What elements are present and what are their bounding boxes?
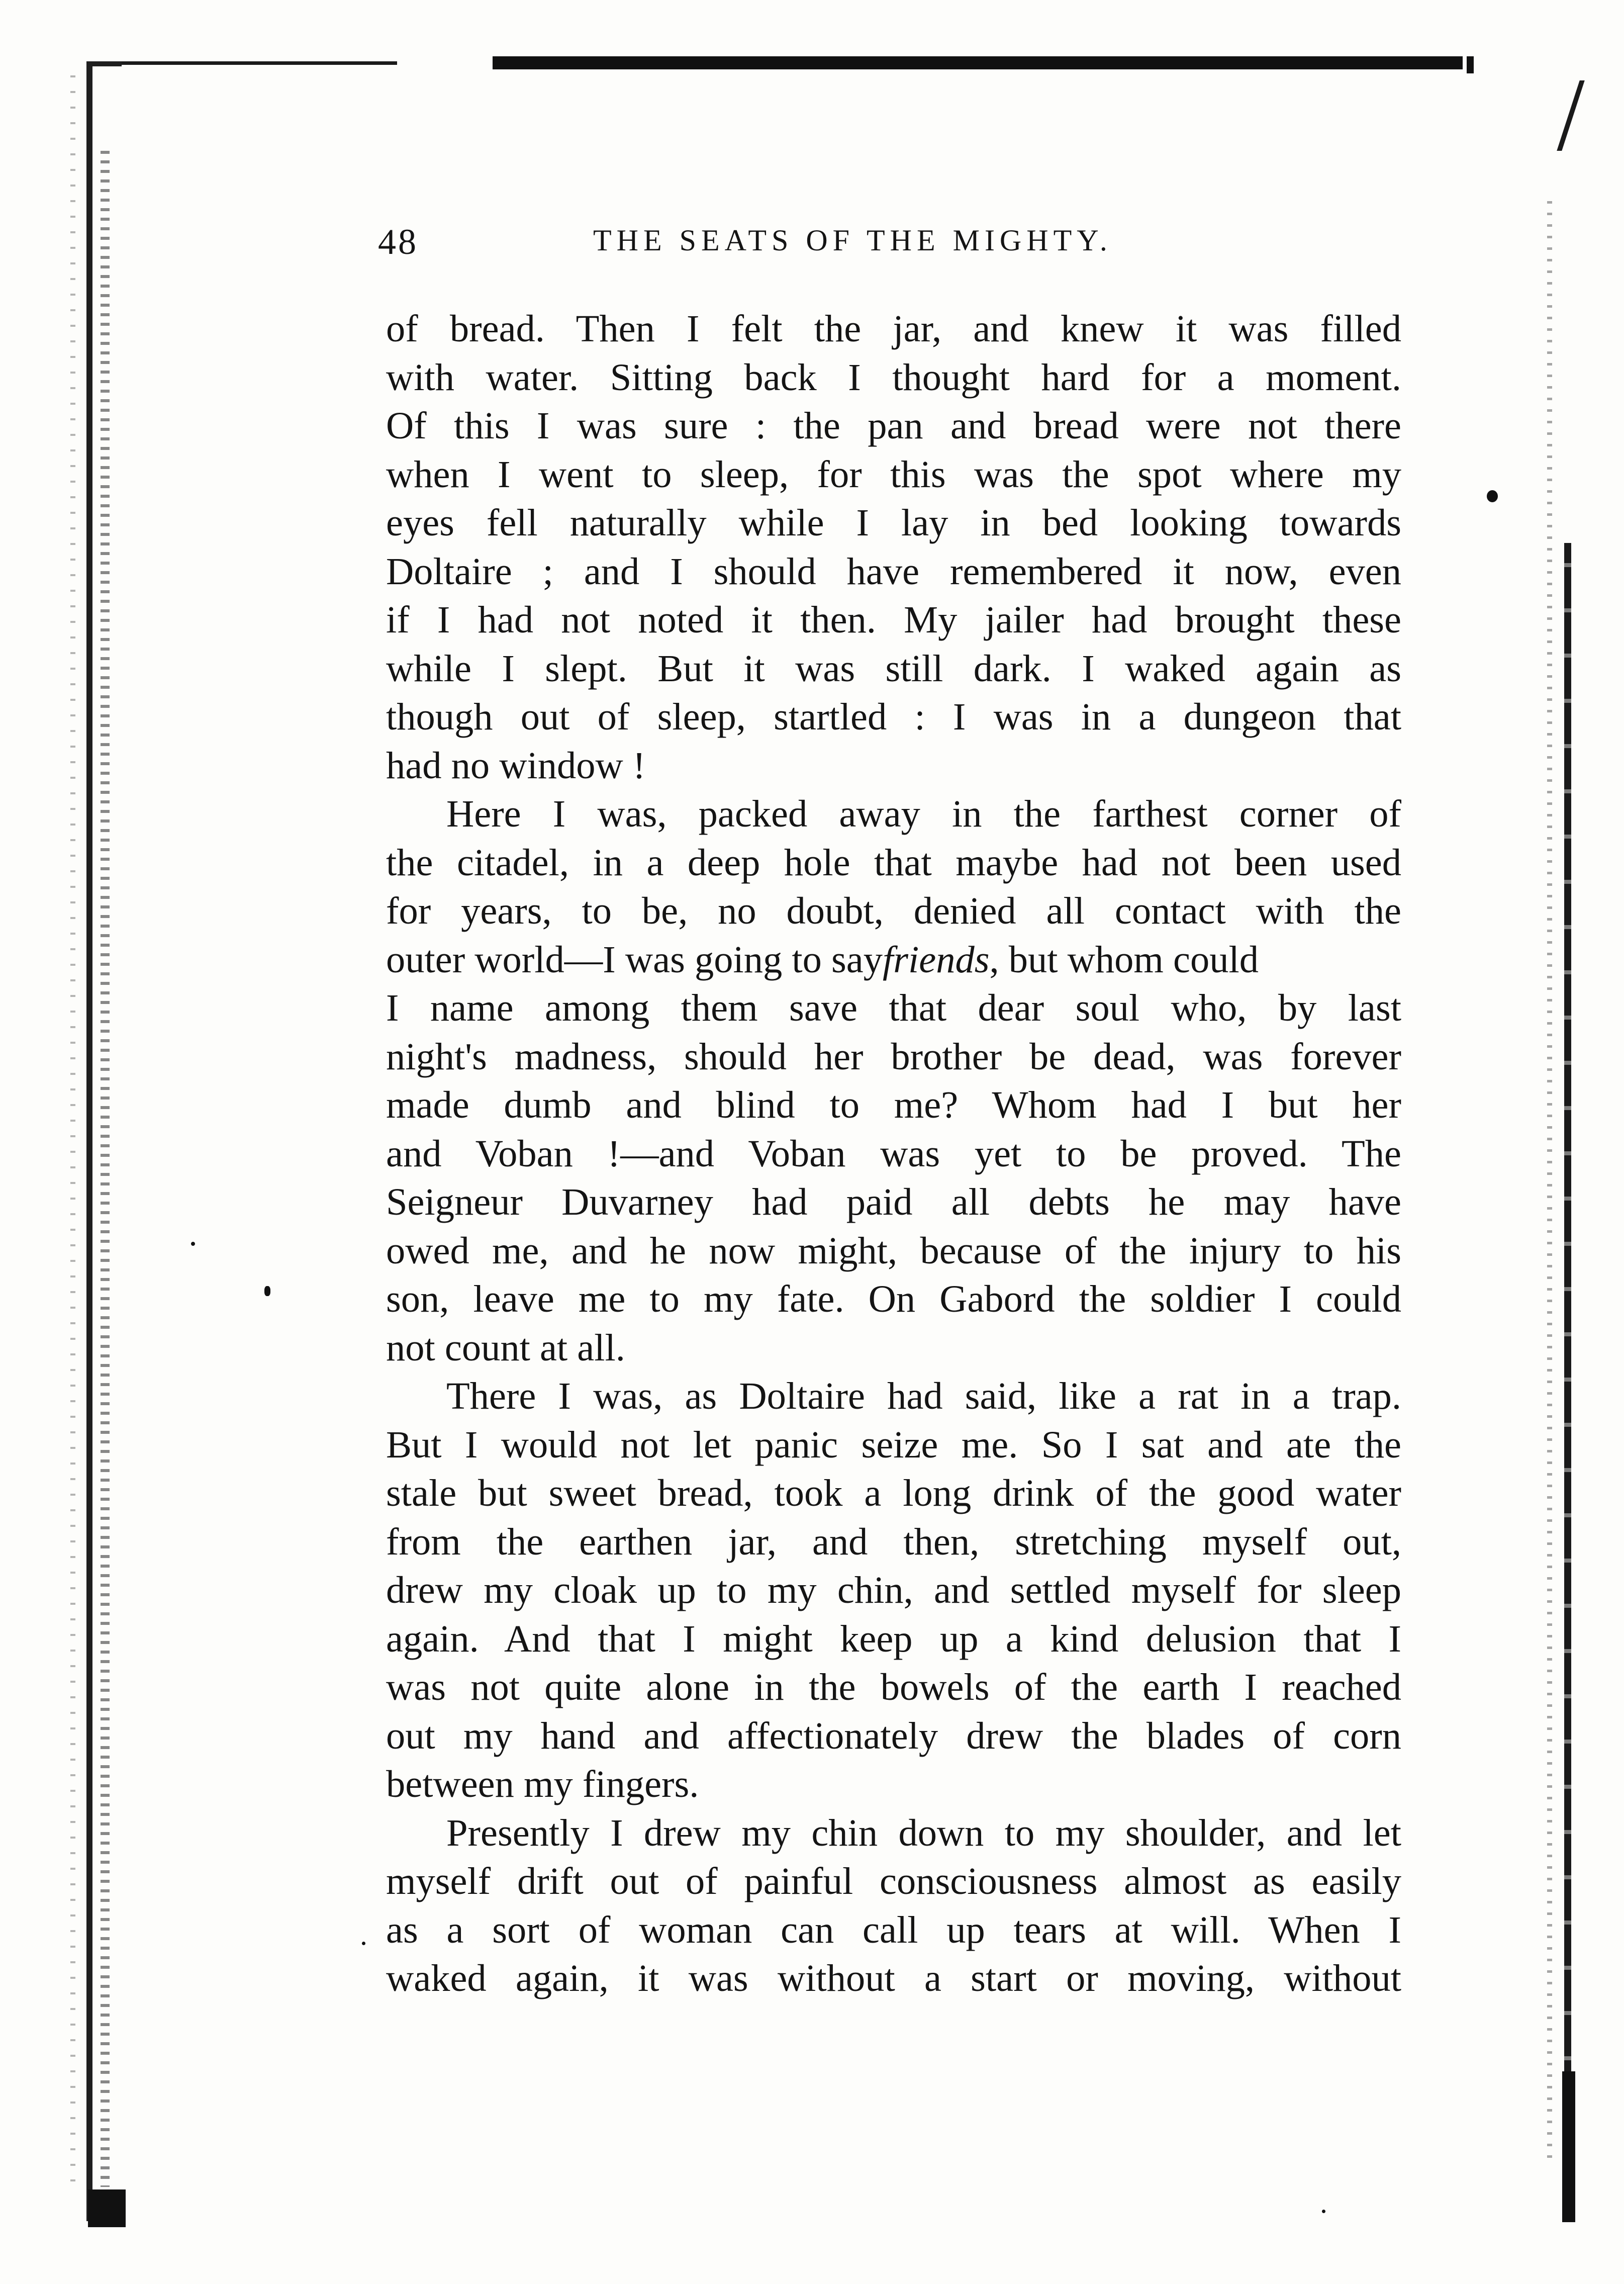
text-line: I name among them save that dear soul who, by last	[386, 986, 1401, 1029]
text-line: But I would not let panic seize me. So I sat and ate the	[386, 1423, 1401, 1466]
top-rule-right	[493, 56, 1463, 69]
text-line: Presently I drew my chin down to my shoulder, and let	[446, 1811, 1401, 1854]
text-line: when I went to sleep, for this was the spot where my	[386, 452, 1401, 496]
right-scan-speckle	[1547, 201, 1552, 2162]
paragraph	[386, 305, 1401, 790]
ink-dot	[264, 1286, 270, 1296]
body-text	[386, 305, 1401, 2003]
text-line: though out of sleep, startled : I was in a dungeon that	[386, 695, 1401, 738]
text-line: had no window !	[386, 744, 646, 787]
ink-dot	[362, 1942, 365, 1945]
ink-dot	[191, 1242, 195, 1246]
text-line: son, leave me to my fate. On Gabord the soldier I could	[386, 1277, 1401, 1320]
left-scan-speckle	[101, 151, 110, 2187]
top-rule-end-mark	[1467, 56, 1474, 73]
text-line: There I was, as Doltaire had said, like a rat in a trap.	[446, 1375, 1401, 1417]
right-border-line	[1564, 543, 1571, 2217]
text-line: out my hand and affectionately drew the blades of corn	[386, 1714, 1401, 1757]
text-line: waked again, it was without a start or moving, without	[386, 1957, 1401, 1999]
paragraph	[386, 1809, 1401, 2003]
text-line: the citadel, in a deep hole that maybe had not been used	[386, 841, 1401, 884]
text-line: as a sort of woman can call up tears at will. When I	[386, 1908, 1401, 1951]
text-line: while I slept. But it was still dark. I waked again as	[386, 647, 1401, 690]
page-number: 48	[378, 222, 418, 262]
ink-dot	[1487, 490, 1498, 502]
text-segment: , but whom could	[989, 938, 1259, 981]
right-border-foot	[1562, 2071, 1575, 2222]
text-line-with-italic	[386, 936, 1401, 984]
text-line: between my fingers.	[386, 1763, 699, 1805]
text-segment: outer world—I was going to say	[386, 938, 883, 981]
left-scan-speckle-outer	[70, 75, 75, 2187]
paragraph	[386, 790, 1401, 1372]
right-margin-mark	[1537, 80, 1584, 151]
running-head	[378, 221, 1484, 266]
text-line: of bread. Then I felt the jar, and knew it was filled	[386, 307, 1401, 350]
text-line: not count at all.	[386, 1326, 625, 1369]
text-line: again. And that I might keep up a kind delusion that I	[386, 1617, 1401, 1660]
left-border-line	[86, 64, 92, 2221]
text-line: stale but sweet bread, took a long drink of the good water	[386, 1472, 1401, 1514]
italic-word: friends	[882, 938, 990, 981]
top-rule-left	[116, 61, 397, 65]
ink-dot	[1322, 2210, 1325, 2213]
text-line: owed me, and he now might, because of the injury to his	[386, 1229, 1401, 1272]
running-title: THE SEATS OF THE MIGHTY.	[593, 224, 1112, 257]
text-line: made dumb and blind to me? Whom had I but her	[386, 1083, 1401, 1126]
text-line: and Voban !—and Voban was yet to be proved. The	[386, 1132, 1401, 1175]
paragraph	[386, 1372, 1401, 1809]
text-line: Of this I was sure : the pan and bread were not there	[386, 404, 1401, 447]
text-line: was not quite alone in the bowels of the earth I reached	[386, 1666, 1401, 1708]
text-line: if I had not noted it then. My jailer had brought these	[386, 598, 1401, 641]
text-line: with water. Sitting back I thought hard for a moment.	[386, 355, 1401, 399]
text-line: drew my cloak up to my chin, and settled myself for sleep	[386, 1569, 1401, 1611]
text-line: night's madness, should her brother be dead, was forever	[386, 1035, 1401, 1078]
text-line: Here I was, packed away in the farthest corner of	[446, 792, 1401, 835]
text-line: myself drift out of painful consciousness almost as easily	[386, 1860, 1401, 1902]
text-line: Seigneur Duvarney had paid all debts he may have	[386, 1180, 1401, 1223]
left-border-foot	[88, 2189, 126, 2227]
text-line: for years, to be, no doubt, denied all contact with the	[386, 889, 1401, 932]
text-line: Doltaire ; and I should have remembered it now, even	[386, 550, 1401, 593]
text-line: eyes fell naturally while I lay in bed looking towards	[386, 501, 1401, 544]
text-line: from the earthen jar, and then, stretching myself out,	[386, 1520, 1401, 1563]
